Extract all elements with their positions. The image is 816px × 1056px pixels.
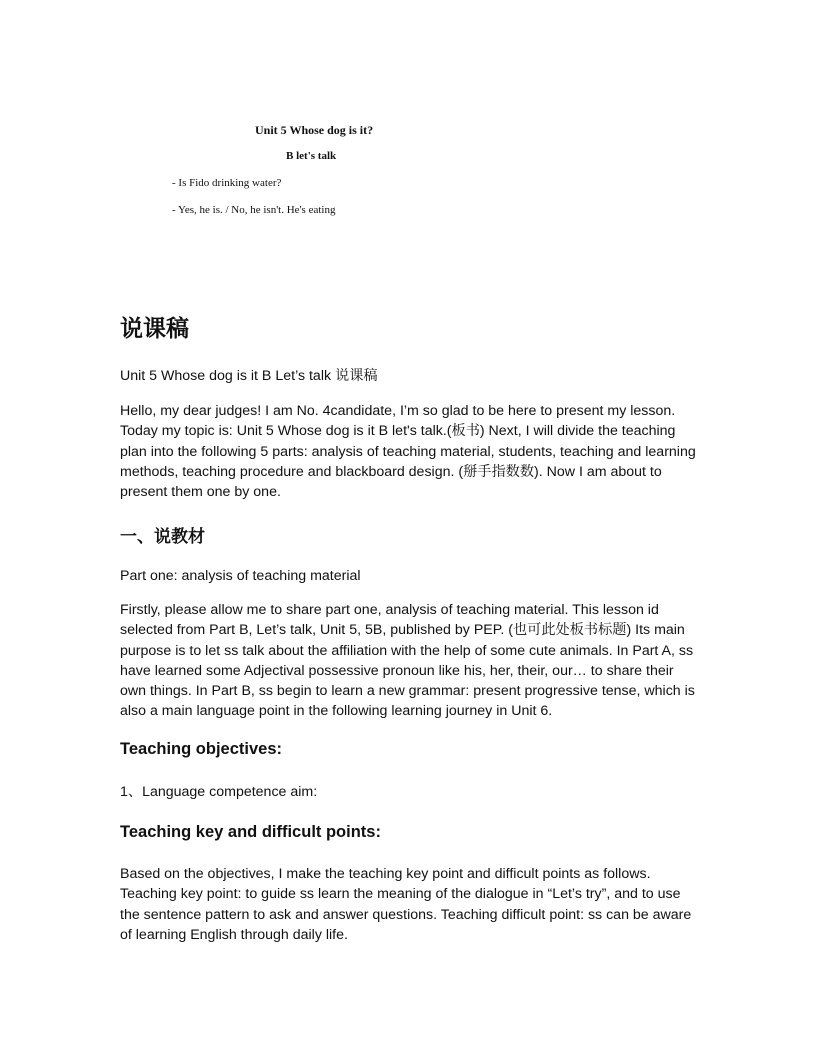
board-answer: - Yes, he is. / No, he isn't. He's eating	[172, 204, 336, 216]
heading-key-difficult-points: Teaching key and difficult points:	[120, 823, 381, 841]
key-points-paragraph: Based on the objectives, I make the teaching key point and difficult points as follows. Teaching key point: to guide ss learn the meaning of the dialogue in “Let’s try”, and to use the sentence pattern to ask and answer questions. Teaching difficult point: ss can be aware of learning English through daily life.	[120, 866, 692, 943]
board-subtitle: B let's talk	[286, 150, 337, 162]
main-heading: 说课稿	[120, 315, 189, 341]
intro-line: Unit 5 Whose dog is it B Let’s talk 说课稿	[120, 368, 378, 384]
objective-item-1: 1、Language competence aim:	[120, 784, 318, 800]
section-label-part-one: Part one: analysis of teaching material	[120, 568, 361, 584]
board-question: - Is Fido drinking water?	[172, 177, 282, 189]
section-heading-teaching-material: 一、说教材	[120, 527, 205, 546]
board-title: Unit 5 Whose dog is it?	[255, 123, 374, 137]
heading-teaching-objectives: Teaching objectives:	[120, 740, 282, 758]
intro-paragraph: Hello, my dear judges! I am No. 4candidate, I’m so glad to be here to present my lesson. Today my topic is: Unit 5 Whose dog is it B let's talk.(板书) Next, I will divide the teaching plan into the following 5 parts: analysis of teaching material, students, teaching and learning methods, teaching procedure and blackboard design. (掰手指数数). Now I am about to present them one by one.	[120, 403, 696, 501]
section-paragraph-part-one: Firstly, please allow me to share part one, analysis of teaching material. This lesson id selected from Part B, Let’s talk, Unit 5, 5B, published by PEP. (也可此处板书标题) Its main purpose is to let ss talk about the affiliation with the help of some cute animals. In Part A, ss have learned some Adjectival possessive pronoun like his, her, their, our… to share their own things. In Part B, ss begin to learn a new grammar: present progressive tense, which is also a main language point in the following learning journey in Unit 6.	[120, 602, 695, 720]
